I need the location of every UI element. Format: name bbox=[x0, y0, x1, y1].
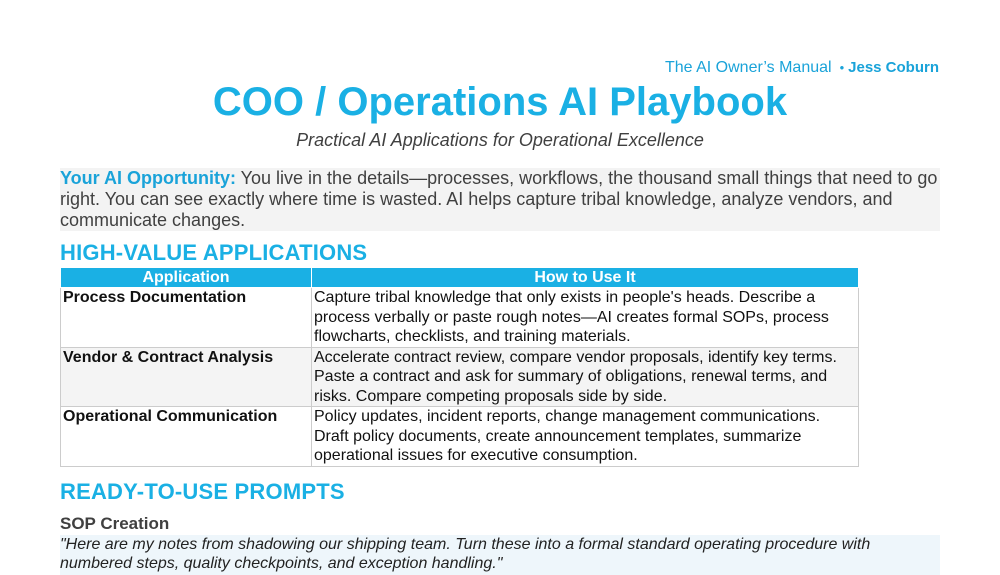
prompts-heading: READY-TO-USE PROMPTS bbox=[60, 479, 345, 504]
applications-table bbox=[60, 267, 859, 467]
table-row bbox=[61, 407, 859, 467]
application-how: Policy updates, incident reports, change management communications. Draft policy documents, create announcement templates, summarize operational issues for executive consumption. bbox=[312, 407, 859, 467]
author-name: Jess Coburn bbox=[848, 59, 939, 76]
application-how: Capture tribal knowledge that only exists in people's heads. Describe a process verbally or paste rough notes—AI creates formal SOPs, process flowcharts, checklists, and training materials. bbox=[312, 288, 859, 348]
opportunity-label: Your AI Opportunity: bbox=[60, 168, 236, 188]
separator-dot: • bbox=[839, 60, 845, 75]
column-header-application: Application bbox=[61, 268, 312, 288]
manual-title: The AI Owner’s Manual bbox=[664, 59, 832, 76]
page-title: COO / Operations AI Playbook bbox=[212, 80, 788, 124]
application-name: Operational Communication bbox=[61, 407, 312, 467]
header-brand bbox=[665, 59, 939, 77]
application-how: Accelerate contract review, compare vendor proposals, identify key terms. Paste a contract and ask for summary of obligations, renewal terms, and risks. Compare competing proposals side by side. bbox=[312, 347, 859, 407]
table-row bbox=[61, 347, 859, 407]
opportunity-text: You live in the details—processes, workflows, the thousand small things that need to go right. You can see exactly where time is wasted. AI helps capture tribal knowledge, analyze vendors, and communicate changes. bbox=[60, 168, 938, 230]
prompt-title: SOP Creation bbox=[60, 514, 170, 533]
applications-heading: HIGH-VALUE APPLICATIONS bbox=[60, 240, 368, 265]
application-name: Process Documentation bbox=[61, 288, 312, 348]
prompt-text: "Here are my notes from shadowing our shipping team. Turn these into a formal standard operating procedure with numbered steps, quality checkpoints, and exception handling." bbox=[60, 535, 940, 575]
opportunity-callout bbox=[60, 168, 940, 231]
page-subtitle: Practical AI Applications for Operational Excellence bbox=[296, 130, 704, 150]
table-row bbox=[61, 288, 859, 348]
table-header-row bbox=[61, 268, 859, 288]
column-header-how: How to Use It bbox=[312, 268, 859, 288]
application-name: Vendor & Contract Analysis bbox=[61, 347, 312, 407]
